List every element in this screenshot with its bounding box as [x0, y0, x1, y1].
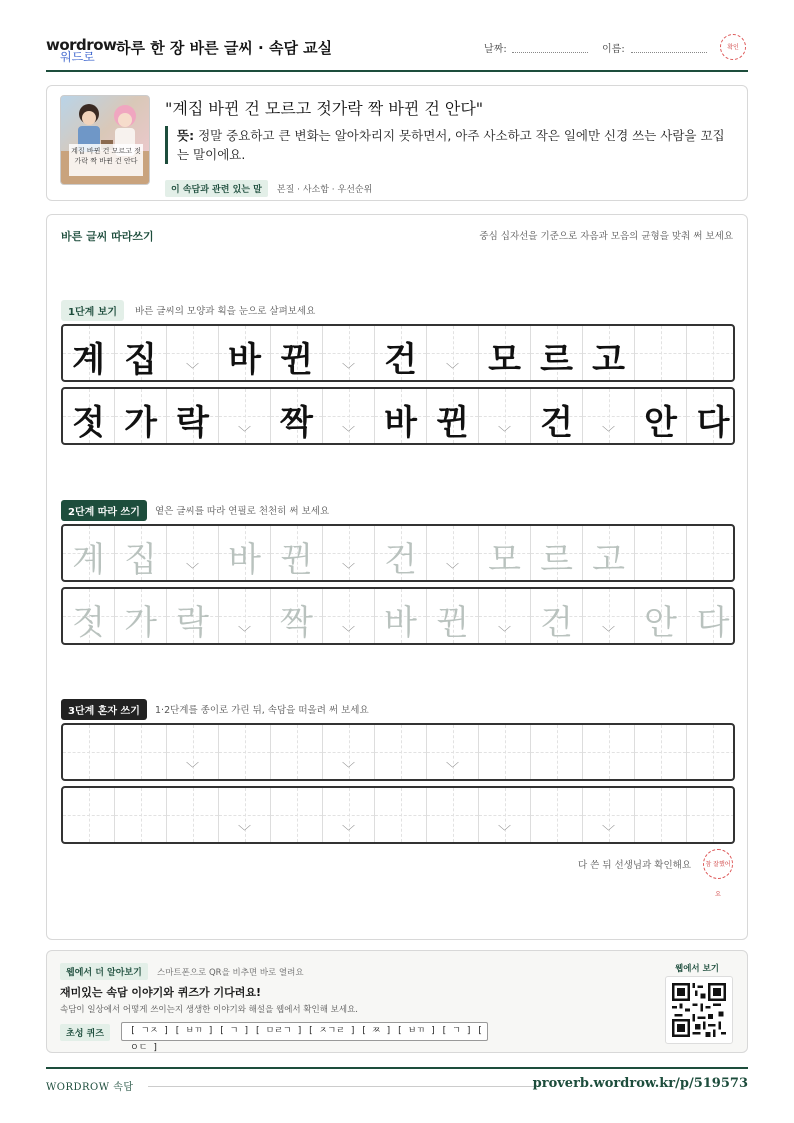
grid-cell: [427, 389, 479, 443]
grid-cell[interactable]: [427, 788, 479, 842]
grid-cell: [687, 389, 735, 443]
meaning-label: 뜻:: [177, 128, 195, 143]
grid-cell: [583, 326, 635, 380]
space-mark-icon: ﹀: [185, 762, 199, 777]
grid-char: 가: [124, 603, 157, 643]
grid-cell: [583, 389, 635, 443]
grid-cell[interactable]: [375, 725, 427, 779]
grid-cell[interactable]: [323, 526, 375, 580]
grid-char: 짝: [280, 403, 313, 443]
grid-cell[interactable]: [635, 526, 687, 580]
space-mark-icon: ﹀: [341, 563, 355, 578]
grid-cell: [115, 389, 167, 443]
grid-cell[interactable]: [271, 589, 323, 643]
grid-cell[interactable]: [63, 526, 115, 580]
proverb-title: "계집 바뀐 건 모르고 젓가락 짝 바뀐 건 안다": [165, 99, 484, 118]
grid-char: 건: [540, 403, 573, 443]
space-mark-icon: ﹀: [497, 426, 511, 441]
step3-desc: 1·2단계를 종이로 가린 뒤, 속담을 떠올려 써 보세요: [155, 705, 369, 716]
grid-cell[interactable]: [479, 788, 531, 842]
grid-char: 르: [540, 340, 573, 380]
grid-cell[interactable]: [531, 526, 583, 580]
grid-char: 안: [644, 403, 677, 443]
space-mark-icon: ﹀: [237, 825, 251, 840]
grid-cell[interactable]: [115, 589, 167, 643]
practice-panel: [46, 214, 748, 940]
grid-cell[interactable]: [271, 725, 323, 779]
qr-code[interactable]: [665, 976, 733, 1044]
grid-cell[interactable]: [375, 589, 427, 643]
step2-label: 2단계 따라 쓰기: [61, 500, 147, 521]
grid-cell[interactable]: [583, 788, 635, 842]
grid-char: 짝: [280, 603, 313, 643]
space-mark-icon: ﹀: [341, 626, 355, 641]
grid-cell[interactable]: [167, 725, 219, 779]
grid-cell[interactable]: [427, 725, 479, 779]
grid-cell[interactable]: [531, 725, 583, 779]
grid-cell: [427, 326, 479, 380]
grid-char: 뀐: [280, 540, 313, 580]
grid-cell: [635, 326, 687, 380]
grid-cell: [531, 389, 583, 443]
space-mark-icon: ﹀: [445, 762, 459, 777]
grid-cell[interactable]: [427, 526, 479, 580]
grid-char: 뀐: [436, 603, 469, 643]
grid-cell: [687, 326, 735, 380]
grid-cell: [375, 326, 427, 380]
footer-url[interactable]: proverb.wordrow.kr/p/519573: [532, 1076, 748, 1091]
grid-cell[interactable]: [531, 589, 583, 643]
step1-label: 1단계 보기: [61, 300, 124, 321]
grid-cell[interactable]: [375, 526, 427, 580]
grid-cell[interactable]: [687, 725, 735, 779]
grid-cell[interactable]: [63, 589, 115, 643]
grid-cell[interactable]: [63, 725, 115, 779]
footer-divider: [148, 1086, 538, 1087]
grid-char: 계: [72, 340, 105, 380]
grid-char: 뀐: [436, 403, 469, 443]
grid-cell[interactable]: [531, 788, 583, 842]
grid-cell[interactable]: [219, 526, 271, 580]
grid-char: 고: [592, 540, 625, 580]
step1-row-1: [61, 324, 735, 382]
grid-char: 집: [124, 540, 157, 580]
grid-char: 젓: [72, 403, 105, 443]
grid-cell[interactable]: [219, 725, 271, 779]
grid-char: 뀐: [280, 340, 313, 380]
space-mark-icon: ﹀: [601, 626, 615, 641]
grid-char: 건: [384, 540, 417, 580]
grid-char: 계: [72, 540, 105, 580]
proverb-meaning: [165, 126, 725, 164]
grid-cell[interactable]: [635, 589, 687, 643]
step3-row-2[interactable]: [61, 786, 735, 844]
grid-char: 르: [540, 540, 573, 580]
step1-desc: 바른 글씨의 모양과 획을 눈으로 살펴보세요: [135, 306, 316, 317]
web-headline: 재미있는 속담 이야기와 퀴즈가 기다려요!: [60, 986, 261, 999]
grid-cell: [271, 389, 323, 443]
check-note: 다 쓴 뒤 선생님과 확인해요: [577, 860, 691, 871]
grid-cell[interactable]: [687, 788, 735, 842]
space-mark-icon: ﹀: [237, 626, 251, 641]
grid-char: 건: [384, 340, 417, 380]
grid-cell[interactable]: [115, 788, 167, 842]
quiz-tag: 초성 퀴즈: [60, 1024, 110, 1041]
space-mark-icon: ﹀: [497, 626, 511, 641]
grid-cell[interactable]: [323, 725, 375, 779]
logo-korean: 워드로: [60, 50, 95, 64]
grid-cell: [167, 326, 219, 380]
space-mark-icon: ﹀: [601, 825, 615, 840]
proverb-card: [46, 85, 748, 201]
space-mark-icon: ﹀: [497, 825, 511, 840]
date-field[interactable]: [512, 52, 588, 53]
grid-cell: [63, 326, 115, 380]
grid-char: 고: [592, 340, 625, 380]
grid-char: 모: [488, 540, 521, 580]
well-done-stamp: 참 잘했어요: [703, 849, 733, 879]
grid-cell: [479, 326, 531, 380]
grid-cell[interactable]: [115, 526, 167, 580]
web-description: 속담이 일상에서 어떻게 쓰이는지 생생한 이야기와 해설을 웹에서 확인해 보세요.: [60, 1005, 358, 1015]
grid-cell[interactable]: [583, 725, 635, 779]
grid-cell: [271, 326, 323, 380]
grid-cell[interactable]: [427, 589, 479, 643]
space-mark-icon: ﹀: [601, 426, 615, 441]
meaning-text: 정말 중요하고 큰 변화는 알아차리지 못하면서, 아주 사소하고 작은 일에만 신경 쓰는 사람을 꼬집는 말이에요.: [177, 128, 725, 162]
grid-char: 바: [384, 603, 417, 643]
related-tag: 이 속담과 관련 있는 말: [165, 180, 268, 197]
name-field[interactable]: [631, 52, 707, 53]
space-mark-icon: ﹀: [237, 426, 251, 441]
qr-code-icon: [672, 983, 726, 1037]
illustration-caption: 계집 바뀐 건 모르고 젓가락 짝 바뀐 건 안다: [69, 144, 143, 176]
confirm-stamp: 확인: [720, 34, 746, 60]
step2-row-2[interactable]: [61, 587, 735, 645]
grid-char: 건: [540, 603, 573, 643]
grid-cell: [219, 326, 271, 380]
grid-char: 집: [124, 340, 157, 380]
grid-char: 바: [384, 403, 417, 443]
grid-cell: [323, 389, 375, 443]
date-label: 날짜:: [484, 44, 507, 55]
proverb-illustration: [60, 95, 150, 185]
grid-cell[interactable]: [219, 788, 271, 842]
space-mark-icon: ﹀: [341, 825, 355, 840]
web-tag: 웹에서 더 알아보기: [60, 963, 148, 980]
grid-cell[interactable]: [635, 725, 687, 779]
grid-cell: [167, 389, 219, 443]
grid-char: 안: [644, 603, 677, 643]
space-mark-icon: ﹀: [341, 426, 355, 441]
step3-row-1[interactable]: [61, 723, 735, 781]
grid-char: 바: [228, 340, 261, 380]
header: [46, 30, 748, 72]
grid-char: 젓: [72, 603, 105, 643]
grid-char: 가: [124, 403, 157, 443]
qr-label: 웹에서 보기: [674, 964, 719, 974]
wordrow-logo: [46, 36, 117, 66]
grid-cell[interactable]: [323, 589, 375, 643]
related-words: [165, 177, 372, 197]
grid-cell[interactable]: [687, 589, 735, 643]
grid-cell[interactable]: [375, 788, 427, 842]
grid-cell[interactable]: [479, 589, 531, 643]
chosung-quiz: [ ㄱㅈ ] [ ㅂㄲ ] [ ㄱ ] [ ㅁㄹㄱ ] [ ㅈㄱㄹ ] [ ㅉ ] [ ㅂㄲ ] [ ㄱ ] [ ㅇㄷ ]: [121, 1022, 488, 1041]
practice-hint: 중심 십자선을 기준으로 자음과 모음의 균형을 맞춰 써 보세요: [479, 231, 733, 242]
space-mark-icon: ﹀: [341, 762, 355, 777]
grid-cell[interactable]: [479, 725, 531, 779]
grid-char: 바: [228, 540, 261, 580]
grid-char: 다: [696, 403, 730, 443]
grid-cell[interactable]: [635, 788, 687, 842]
practice-title: 바른 글씨 따라쓰기: [61, 230, 154, 243]
grid-cell[interactable]: [219, 589, 271, 643]
grid-char: 락: [176, 403, 209, 443]
logo-wordmark: wordrow: [46, 36, 117, 54]
grid-cell: [531, 326, 583, 380]
space-mark-icon: ﹀: [185, 363, 199, 378]
grid-cell: [219, 389, 271, 443]
space-mark-icon: ﹀: [445, 563, 459, 578]
space-mark-icon: ﹀: [445, 363, 459, 378]
web-section: [46, 950, 748, 1053]
name-label: 이름:: [602, 44, 625, 55]
grid-cell: [63, 389, 115, 443]
grid-cell[interactable]: [271, 526, 323, 580]
grid-cell[interactable]: [167, 526, 219, 580]
grid-cell[interactable]: [63, 788, 115, 842]
step1-row-2: [61, 387, 735, 445]
step2-row-1[interactable]: [61, 524, 735, 582]
related-text: 본질 · 사소함 · 우선순위: [276, 185, 373, 195]
grid-cell[interactable]: [583, 589, 635, 643]
grid-cell[interactable]: [167, 589, 219, 643]
worksheet-title: 하루 한 장 바른 글씨 · 속담 교실: [116, 39, 333, 57]
grid-cell: [375, 389, 427, 443]
web-hint: 스마트폰으로 QR을 비추면 바로 열려요: [157, 968, 304, 978]
step2-desc: 옅은 글씨를 따라 연필로 천천히 써 보세요: [155, 506, 330, 517]
step3-label: 3단계 혼자 쓰기: [61, 699, 147, 720]
footer: [46, 1067, 748, 1097]
grid-char: 모: [488, 340, 521, 380]
footer-brand: WORDROW 속담: [46, 1082, 134, 1093]
grid-cell[interactable]: [687, 526, 735, 580]
grid-char: 다: [696, 603, 730, 643]
grid-cell: [635, 389, 687, 443]
grid-char: 락: [176, 603, 209, 643]
grid-cell: [479, 389, 531, 443]
grid-cell[interactable]: [167, 788, 219, 842]
grid-cell[interactable]: [115, 725, 167, 779]
space-mark-icon: ﹀: [341, 363, 355, 378]
grid-cell[interactable]: [271, 788, 323, 842]
space-mark-icon: ﹀: [185, 563, 199, 578]
grid-cell: [115, 326, 167, 380]
grid-cell: [323, 326, 375, 380]
grid-cell[interactable]: [479, 526, 531, 580]
grid-cell[interactable]: [323, 788, 375, 842]
grid-cell[interactable]: [583, 526, 635, 580]
